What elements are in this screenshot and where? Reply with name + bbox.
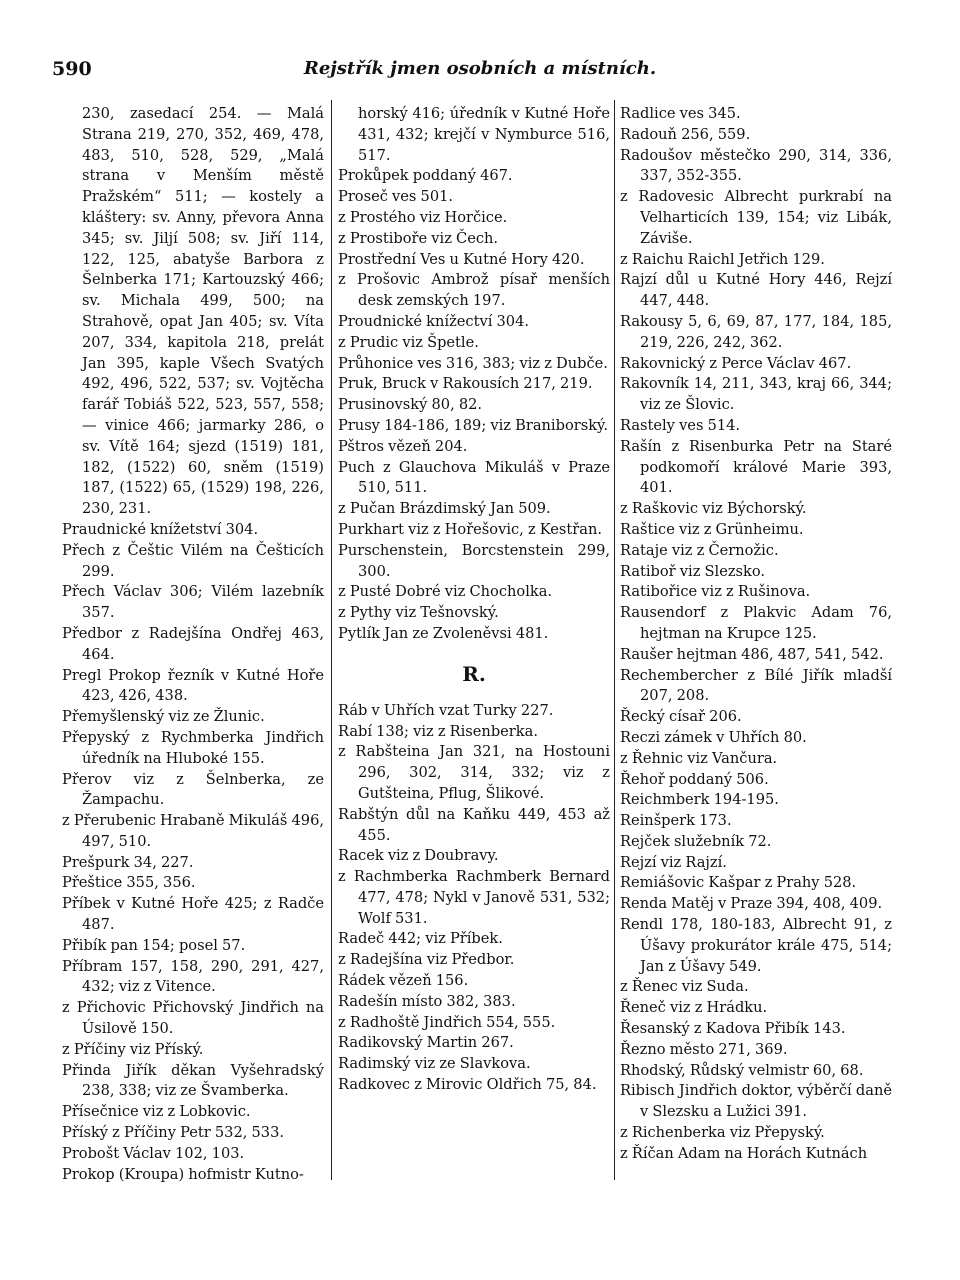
index-entry: Příbram 157, 158, 290, 291, 427, 432; viz z Vitence.: [62, 957, 324, 996]
index-entry: Řezno město 271, 369.: [620, 1040, 788, 1058]
index-entry: z Pusté Dobré viz Chocholka.: [338, 583, 553, 601]
index-entry: Prusy 184-186, 189; viz Braniborský.: [338, 416, 608, 434]
index-entry: Pštros vězeň 204.: [338, 437, 468, 455]
page-number: 590: [52, 58, 92, 80]
index-entry: z Raškovic viz Býchorský.: [620, 500, 807, 518]
page-header: [0, 58, 960, 88]
index-entry: Přeštice 355, 356.: [62, 874, 196, 892]
index-entry: Přech z Češtic Vilém na Češticích 299.: [62, 541, 324, 580]
index-entry: Pytlík Jan ze Zvoleněvsi 481.: [338, 624, 549, 642]
index-entry: z Richenberka viz Přepyský.: [620, 1124, 825, 1142]
index-entry: Reichmberk 194-195.: [620, 791, 779, 809]
index-entry: Pregl Prokop řezník v Kutné Hoře 423, 426, 438.: [62, 666, 324, 705]
running-title: Rejstřík jmen osobních a místních.: [303, 58, 657, 79]
index-entry: z Řenec viz Suda.: [620, 978, 749, 996]
index-column-right: [620, 104, 892, 1165]
index-entry: z Radejšína viz Předbor.: [338, 951, 515, 969]
index-entry: Remiášovic Kašpar z Prahy 528.: [620, 874, 857, 892]
index-entry: Purkhart viz z Hořešovic, z Kestřan.: [338, 520, 602, 538]
index-entry: z Říčan Adam na Horách Kutnách: [620, 1144, 868, 1162]
index-entry: z Prošovic Ambrož písař menších desk zemských 197.: [338, 271, 610, 310]
index-entry: Prusinovský 80, 82.: [338, 396, 483, 414]
index-entry: Rakousy 5, 6, 69, 87, 177, 184, 185, 219, 226, 242, 362.: [620, 312, 892, 351]
index-entry-continued: horský 416; úředník v Kutné Hoře 431, 432; krejčí v Nymburce 516, 517.: [358, 105, 610, 164]
index-entry: Raštice viz z Grünheimu.: [620, 520, 804, 538]
index-entry: Přemyšlenský viz ze Žlunic.: [62, 708, 265, 726]
index-entry: Radouň 256, 559.: [620, 125, 751, 143]
index-entry: z Radovesic Albrecht purkrabí na Velharticích 139, 154; viz Libák, Záviše.: [620, 188, 892, 247]
index-entry: Přibík pan 154; posel 57.: [62, 936, 246, 954]
column-rule: [331, 100, 332, 1180]
index-entry: z Prostého viz Horčice.: [338, 208, 508, 226]
index-entry: Reczi zámek v Uhřích 80.: [620, 728, 807, 746]
index-entry: Radimský viz ze Slavkova.: [338, 1055, 531, 1073]
index-entry: Prostřední Ves u Kutné Hory 420.: [338, 250, 585, 268]
index-entry: Řecký císař 206.: [620, 708, 742, 726]
index-column-middle: [338, 104, 610, 1096]
index-entry: Rendl 178, 180-183, Albrecht 91, z Úšavy prokurátor krále 475, 514; Jan z Úšavy 549.: [620, 916, 892, 975]
index-entry: Příbek v Kutné Hoře 425; z Radče 487.: [62, 895, 324, 934]
index-entry: z Pythy viz Tešnovský.: [338, 604, 499, 622]
index-entry: z Přichovic Přichovský Jindřich na Úsilově 150.: [62, 999, 324, 1038]
index-entry: Přepyský z Rychmberka Jindřich úředník na Hluboké 155.: [62, 728, 324, 767]
index-entry: z Řehnic viz Vančura.: [620, 749, 778, 767]
index-entry: Průhonice ves 316, 383; viz z Dubče.: [338, 354, 608, 372]
index-entry: Rabštýn důl na Kaňku 449, 453 až 455.: [338, 805, 610, 844]
index-entry: Rakovník 14, 211, 343, kraj 66, 344; viz ze Šlovic.: [620, 375, 892, 414]
index-entry: Přísečnice viz z Lobkovic.: [62, 1103, 251, 1121]
index-entry: z Přerubenic Hrabaně Mikuláš 496, 497, 510.: [62, 812, 324, 850]
section-letter-heading: R.: [462, 661, 486, 686]
index-entry: Příský z Příčiny Petr 532, 533.: [62, 1124, 284, 1142]
index-entry: z Raichu Raichl Jetřich 129.: [620, 250, 825, 268]
index-entry: Radikovský Martin 267.: [338, 1034, 514, 1052]
index-entry: Ratibořice viz z Rušinova.: [620, 583, 811, 601]
index-entry: Rhodský, Růdský velmistr 60, 68.: [620, 1061, 864, 1079]
index-entry: Radešín místo 382, 383.: [338, 992, 516, 1010]
index-entry: Ráb v Uhřích vzat Turky 227.: [338, 701, 554, 719]
index-entry: Proseč ves 501.: [338, 188, 454, 206]
index-entry: Rakovnický z Perce Václav 467.: [620, 354, 852, 372]
index-entry: Přinda Jiřík děkan Vyšehradský 238, 338; viz ze Švamberka.: [62, 1061, 324, 1100]
index-entry: Reinšperk 173.: [620, 812, 732, 830]
index-entry: Probošt Václav 102, 103.: [62, 1144, 245, 1162]
index-entry: Puch z Glauchova Mikuláš v Praze 510, 511.: [338, 458, 610, 497]
index-entry: z Rachmberka Rachmberk Bernard 477, 478; Nykl v Janově 531, 532; Wolf 531.: [338, 868, 610, 927]
index-entry: Rajzí důl u Kutné Hory 446, Rejzí 447, 448.: [620, 271, 892, 310]
index-entry: Prešpurk 34, 227.: [62, 853, 194, 871]
index-entry: Rádek vězeň 156.: [338, 972, 469, 990]
index-entry: Řesanský z Kadova Přibík 143.: [620, 1020, 846, 1038]
index-entry: z Prostiboře viz Čech.: [338, 229, 499, 247]
index-entry-continued: 230, zasedací 254. — Malá Strana 219, 270, 352, 469, 478, 483, 510, 528, 529, „Malá strana v Menším městě Pražském“ 511; — kostely a kláštery: sv. Anny, převora Anna 345; sv. Jiljí 508; sv. Jiří 114, 122, 125, abatyše Barbora z Šelnberka 171; Kartouzský 466; sv. Michala 499, 500; na Strahově, opat Jan 405; sv. Víta 207, 334, kapitola 218, prelát Jan 395, kaple Všech Svatých 492, 496, 522, 537; sv. Vojtěcha farář Tobiáš 522, 523, 557, 558; — vinice 466; jarmarky 286, o sv. Vítě 164; sjezd (1519) 181, 182, (1522) 60, sněm (1519) 187, (1522) 65, (1529) 198, 226, 230, 231.: [82, 105, 324, 518]
index-entry: Raušer hejtman 486, 487, 541, 542.: [620, 645, 884, 663]
index-entry: z Prudic viz Špetle.: [338, 333, 479, 351]
index-entry: Rechembercher z Bílé Jiřík mladší 207, 208.: [620, 666, 892, 705]
index-entry: Radeč 442; viz Příbek.: [338, 930, 503, 948]
index-entry: Pruk, Bruck v Rakousích 217, 219.: [338, 375, 593, 393]
index-entry: z Radhoště Jindřich 554, 555.: [338, 1013, 556, 1031]
index-entry: Rataje viz z Černožic.: [620, 541, 779, 559]
column-rule: [614, 100, 615, 1180]
index-entry: Radoušov městečko 290, 314, 336, 337, 352-355.: [620, 146, 892, 185]
index-entry: Řeneč viz z Hrádku.: [620, 999, 768, 1017]
index-entry: Renda Matěj v Praze 394, 408, 409.: [620, 895, 883, 913]
index-entry: Ratiboř viz Slezsko.: [620, 562, 766, 580]
index-entry: Rastely ves 514.: [620, 416, 741, 434]
index-entry: Předbor z Radejšína Ondřej 463, 464.: [62, 624, 324, 663]
index-entry: Rejzí viz Rajzí.: [620, 853, 727, 871]
index-entry: Rabí 138; viz z Risenberka.: [338, 722, 538, 740]
index-entry: Purschenstein, Borcstenstein 299, 300.: [338, 541, 610, 580]
index-entry: Přerov viz z Šelnberka, ze Žampachu.: [62, 770, 324, 809]
index-column-left: [62, 104, 324, 1185]
index-entry: Prokůpek poddaný 467.: [338, 167, 513, 185]
index-entry: Přech Václav 306; Vilém lazebník 357.: [62, 583, 324, 622]
index-entry: Rašín z Risenburka Petr na Staré podkomoří králové Marie 393, 401.: [620, 437, 892, 497]
index-entry: Radlice ves 345.: [620, 105, 741, 122]
index-entry: Rausendorf z Plakvic Adam 76, hejtman na Krupce 125.: [620, 604, 892, 642]
index-entry: z Příčiny viz Příský.: [62, 1040, 204, 1058]
index-entry: Praudnické knížetství 304.: [62, 520, 259, 538]
index-entry: Proudnické knížectví 304.: [338, 312, 529, 330]
index-entry: Racek viz z Doubravy.: [338, 847, 499, 865]
index-entry: Radkovec z Mirovic Oldřich 75, 84.: [338, 1076, 597, 1094]
index-entry: Rejček služebník 72.: [620, 832, 772, 850]
index-entry: Prokop (Kroupa) hofmistr Kutno-: [62, 1165, 304, 1183]
index-entry: z Pučan Brázdimský Jan 509.: [338, 500, 551, 518]
index-entry: Ribisch Jindřich doktor, výběrčí daně v Slezsku a Lužici 391.: [620, 1082, 892, 1121]
index-entry: Řehoř poddaný 506.: [620, 770, 769, 788]
index-entry: z Rabšteina Jan 321, na Hostouni 296, 302, 314, 332; viz z Gutšteina, Pflug, Šlikové.: [338, 743, 610, 802]
